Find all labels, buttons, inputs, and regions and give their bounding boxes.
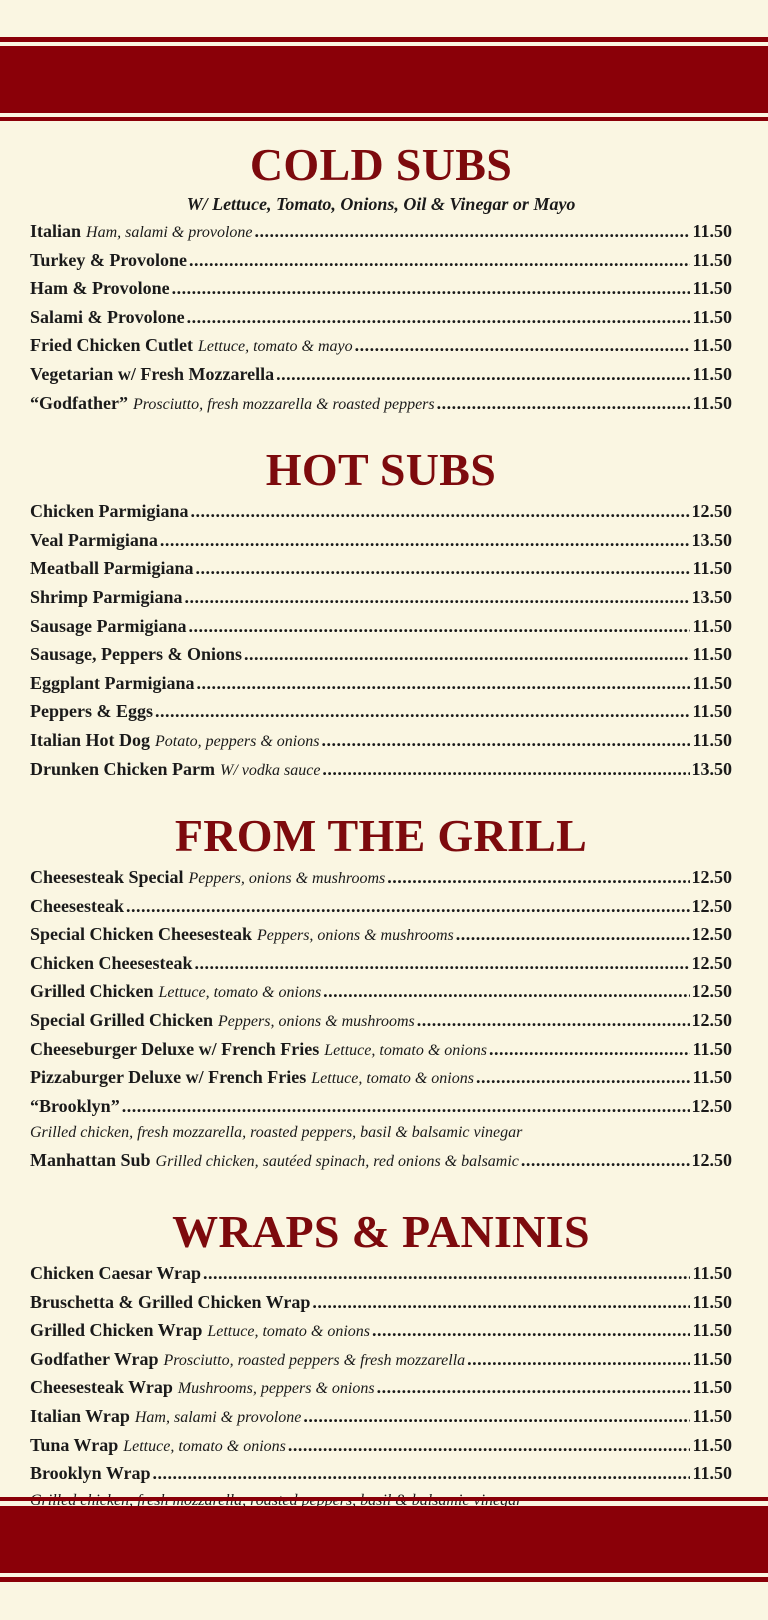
item-price: 12.50	[691, 952, 732, 973]
item-price: 11.50	[692, 306, 732, 327]
item-price: 11.50	[692, 249, 732, 270]
item-price: 11.50	[692, 363, 732, 384]
menu-item	[30, 1288, 732, 1317]
item-price: 11.50	[692, 392, 732, 413]
item-price: 11.50	[692, 644, 732, 665]
dot-leader	[155, 697, 690, 726]
menu-item	[30, 697, 732, 726]
item-name: Eggplant Parmigiana	[30, 672, 195, 693]
dot-leader	[372, 1316, 690, 1345]
item-price: 12.50	[691, 981, 732, 1002]
dot-leader	[126, 892, 690, 921]
item-price: 11.50	[692, 1348, 732, 1369]
menu-item	[30, 274, 732, 303]
dot-leader	[417, 1006, 690, 1035]
item-name: Chicken Cheesesteak	[30, 952, 193, 973]
item-name: Drunken Chicken Parm	[30, 758, 216, 779]
item-price: 11.50	[692, 672, 732, 693]
item-name: Veal Parmigiana	[30, 529, 158, 550]
item-name: Italian Hot Dog	[30, 729, 151, 750]
item-description: Lettuce, tomato & onions	[324, 1041, 487, 1059]
menu-item	[30, 583, 732, 612]
menu-item	[30, 1035, 732, 1064]
item-name: Brooklyn Wrap	[30, 1463, 151, 1484]
item-price: 12.50	[691, 1150, 732, 1171]
menu-item	[30, 669, 732, 698]
item-description: Lettuce, tomato & onions	[158, 984, 322, 1002]
item-price: 12.50	[691, 501, 732, 522]
menu-item	[30, 640, 732, 669]
item-list	[30, 217, 732, 417]
dot-leader	[195, 949, 690, 978]
item-description: Prosciutto, fresh mozzarella & roasted peppers	[133, 395, 435, 413]
item-name: “Brooklyn”	[30, 1095, 120, 1116]
bottom-thin-rule-lower	[0, 1577, 768, 1582]
item-name: Cheesesteak	[30, 895, 124, 916]
item-name: Special Grilled Chicken	[30, 1010, 214, 1031]
dot-leader	[197, 669, 691, 698]
dot-leader	[185, 583, 690, 612]
dot-leader	[172, 274, 691, 303]
item-name: Cheeseburger Deluxe w/ French Fries	[30, 1038, 320, 1059]
item-list	[30, 863, 732, 1175]
item-description: Lettuce, tomato & onions	[311, 1070, 474, 1088]
item-description: Ham, salami & provolone	[86, 224, 253, 241]
item-description: Prosciutto, roasted peppers & fresh mozzarella	[163, 1351, 466, 1369]
dot-leader	[187, 303, 691, 332]
item-list	[30, 497, 732, 783]
menu-item	[30, 1146, 732, 1175]
dot-leader	[189, 612, 691, 641]
item-name: Italian	[30, 221, 82, 241]
dot-leader	[203, 1259, 690, 1288]
item-price: 13.50	[691, 586, 732, 607]
menu-item	[30, 1006, 732, 1035]
dot-leader	[437, 389, 691, 418]
menu-item	[30, 977, 732, 1006]
dot-leader	[255, 217, 691, 246]
item-name: “Godfather”	[30, 392, 128, 413]
item-name: Chicken Caesar Wrap	[30, 1263, 202, 1284]
menu-item	[30, 1402, 732, 1431]
item-name: Peppers & Eggs	[30, 701, 153, 722]
item-name: Godfather Wrap	[30, 1348, 159, 1369]
item-description: Ham, salami & provolone	[134, 1409, 302, 1426]
item-price: 11.50	[692, 1263, 732, 1284]
item-price: 11.50	[692, 558, 732, 579]
item-description: Grilled chicken, sautéed spinach, red onions & balsamic	[155, 1153, 519, 1171]
item-name: Sausage, Peppers & Onions	[30, 644, 243, 665]
dot-leader	[160, 526, 690, 555]
section-cold-subs	[30, 138, 732, 417]
top-thin-rule	[0, 37, 768, 42]
menu-item	[30, 497, 732, 526]
menu-item	[30, 217, 732, 246]
dot-leader	[303, 1402, 690, 1431]
menu-item	[30, 1316, 732, 1345]
menu-item	[30, 612, 732, 641]
section-from-the-grill	[30, 809, 732, 1175]
item-price: 11.50	[692, 1038, 732, 1059]
item-name: Grilled Chicken	[30, 981, 154, 1002]
item-description: Peppers, onions & mushrooms	[257, 927, 454, 945]
dot-leader	[189, 246, 690, 275]
item-price: 11.50	[692, 1434, 732, 1455]
item-description: Lettuce, tomato & onions	[123, 1437, 286, 1455]
dot-leader	[467, 1345, 690, 1374]
item-name: Sausage Parmigiana	[30, 615, 187, 636]
section-title: FROM THE GRILL	[174, 810, 588, 862]
section-title: COLD SUBS	[249, 139, 513, 190]
menu-item	[30, 1345, 732, 1374]
section-title: HOT SUBS	[265, 444, 497, 496]
item-name: Cheesesteak Wrap	[30, 1377, 173, 1398]
menu-item	[30, 303, 732, 332]
menu-item	[30, 892, 732, 921]
dot-leader	[122, 1092, 690, 1121]
item-price: 12.50	[691, 1010, 732, 1031]
menu-item	[30, 246, 732, 275]
item-name: Shrimp Parmigiana	[30, 586, 183, 607]
dot-leader	[323, 977, 689, 1006]
item-note: Grilled chicken, fresh mozzarella, roasted peppers, basil & balsamic vinegar	[30, 1124, 523, 1142]
item-name: Bruschetta & Grilled Chicken Wrap	[30, 1291, 311, 1312]
dot-leader	[191, 497, 690, 526]
item-price: 11.50	[692, 335, 732, 356]
item-price: 11.50	[692, 1291, 732, 1312]
dot-leader	[321, 726, 690, 755]
item-price: 11.50	[692, 278, 732, 299]
menu-item	[30, 1063, 732, 1092]
item-price: 13.50	[691, 529, 732, 550]
dot-leader	[153, 1459, 691, 1488]
bottom-thin-rule	[0, 1497, 768, 1501]
section-subtitle: W/ Lettuce, Tomato, Onions, Oil & Vinegar or Mayo	[186, 194, 576, 214]
menu-item	[30, 554, 732, 583]
item-price: 12.50	[691, 867, 732, 888]
menu-item	[30, 1092, 732, 1121]
item-price: 11.50	[692, 1463, 732, 1484]
menu-item	[30, 360, 732, 389]
item-description: Peppers, onions & mushrooms	[218, 1013, 415, 1031]
item-description: Mushrooms, peppers & onions	[177, 1380, 375, 1398]
item-price: 11.50	[692, 615, 732, 636]
dot-leader	[476, 1063, 691, 1092]
item-name: Salami & Provolone	[30, 306, 185, 327]
top-banner	[0, 46, 768, 113]
dot-leader	[312, 1288, 690, 1317]
dot-leader	[377, 1373, 691, 1402]
dot-leader	[521, 1146, 690, 1175]
item-price: 12.50	[691, 1095, 732, 1116]
item-name: Manhattan Sub	[30, 1150, 151, 1171]
item-price: 13.50	[691, 758, 732, 779]
top-thin-rule-lower	[0, 117, 768, 121]
dot-leader	[195, 554, 690, 583]
item-price: 11.50	[692, 701, 732, 722]
item-price: 12.50	[691, 895, 732, 916]
menu-item	[30, 331, 732, 360]
menu-item	[30, 389, 732, 418]
dot-leader	[489, 1035, 691, 1064]
menu-item	[30, 1259, 732, 1288]
item-price: 11.50	[692, 1067, 732, 1088]
item-price: 11.50	[692, 1406, 732, 1426]
item-price: 11.50	[692, 1320, 732, 1341]
menu-item	[30, 755, 732, 784]
dot-leader	[244, 640, 690, 669]
item-name: Special Chicken Cheesesteak	[30, 924, 252, 945]
section-hot-subs	[30, 443, 732, 783]
item-list	[30, 1259, 732, 1514]
item-description: W/ vodka sauce	[220, 761, 321, 779]
item-price: 11.50	[692, 221, 732, 241]
dot-leader	[355, 331, 691, 360]
item-description: Lettuce, tomato & onions	[207, 1323, 371, 1341]
item-name: Meatball Parmigiana	[30, 558, 194, 579]
dot-leader	[276, 360, 690, 389]
item-name: Ham & Provolone	[30, 278, 170, 299]
dot-leader	[288, 1431, 691, 1460]
item-description: Potato, peppers & onions	[155, 732, 320, 750]
item-name: Vegetarian w/ Fresh Mozzarella	[30, 363, 275, 384]
menu-item	[30, 1459, 732, 1488]
item-price: 11.50	[692, 729, 732, 750]
item-name: Cheesesteak Special	[30, 867, 184, 888]
menu-item	[30, 726, 732, 755]
dot-leader	[456, 920, 690, 949]
item-description: Lettuce, tomato & mayo	[197, 338, 353, 356]
bottom-banner	[0, 1506, 768, 1573]
menu-item	[30, 526, 732, 555]
item-price: 12.50	[691, 924, 732, 945]
item-description: Peppers, onions & mushrooms	[188, 870, 386, 888]
dot-leader	[387, 863, 689, 892]
item-name: Italian Wrap	[30, 1406, 130, 1426]
menu-item	[30, 949, 732, 978]
menu-item	[30, 1431, 732, 1460]
item-name: Turkey & Provolone	[30, 249, 188, 270]
item-name: Pizzaburger Deluxe w/ French Fries	[30, 1067, 307, 1088]
item-name: Grilled Chicken Wrap	[30, 1320, 203, 1341]
section-wraps-paninis	[30, 1205, 732, 1514]
dot-leader	[322, 755, 689, 784]
item-name: Fried Chicken Cutlet	[30, 335, 193, 356]
section-title: WRAPS & PANINIS	[172, 1206, 590, 1258]
menu-item	[30, 1373, 732, 1402]
menu-item	[30, 863, 732, 892]
menu-item	[30, 920, 732, 949]
item-name: Tuna Wrap	[30, 1434, 119, 1455]
item-name: Chicken Parmigiana	[30, 501, 189, 522]
menu-content	[30, 138, 732, 1514]
item-price: 11.50	[692, 1377, 732, 1398]
